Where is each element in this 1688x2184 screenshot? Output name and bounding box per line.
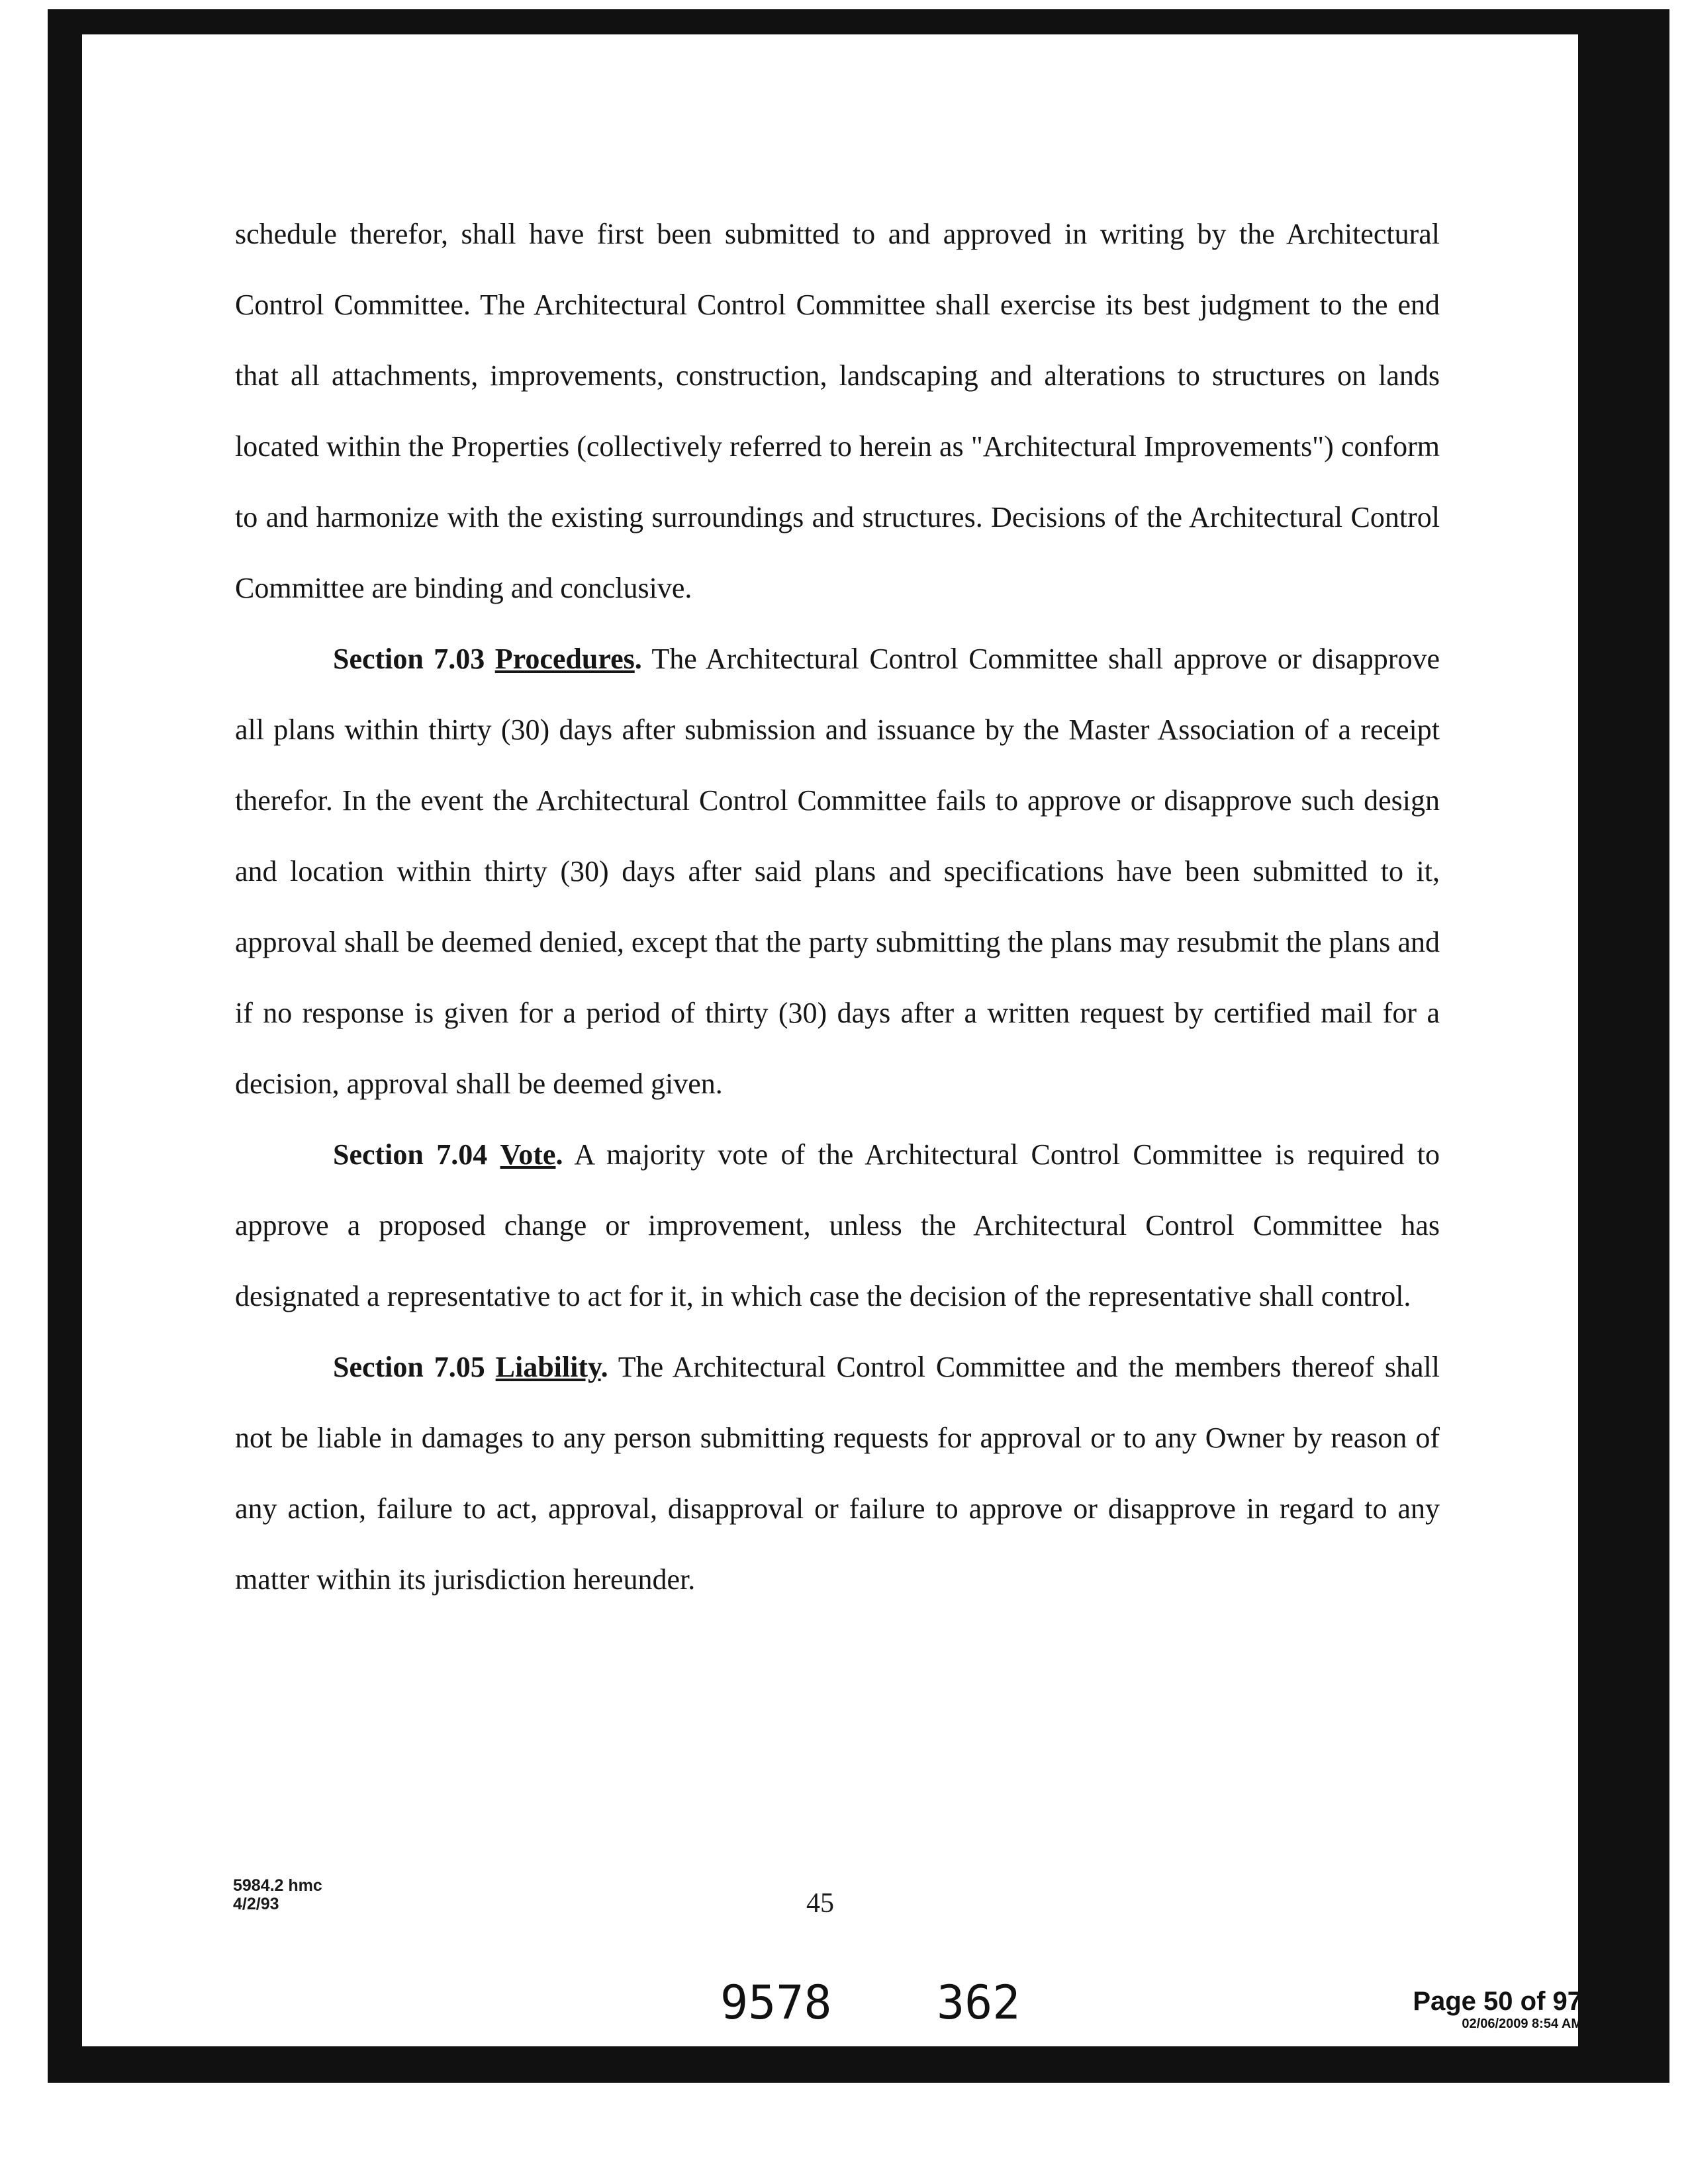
file-date: 4/2/93 [233, 1895, 279, 1913]
section-title: Liability [495, 1351, 601, 1383]
page-count-stamp [1304, 1987, 1582, 2032]
recording-book-number: 9578 [720, 1976, 832, 2030]
recording-page-number: 362 [937, 1976, 1021, 2030]
file-reference [233, 1876, 322, 1913]
section-7-03-paragraph: Section 7.03 Procedures. The Architectural Control Committee shall approve or disapprove all plans within thirty (30) days after submission and issuance by the Master Association of a receipt therefor. In the event the Architectural Control Committee fails to approve or disapprove such design and location within thirty (30) days after said plans and specifications have been submitted to it, approval shall be deemed denied, except that the party submitting the plans may resubmit the plans and if no response is given for a period of thirty (30) days after a written request by certified mail for a decision, approval shall be deemed given. [235, 643, 1440, 1100]
section-text: A majority vote of the Architectural Control Committee is required to approve a proposed change or improvement, unless the Architectural Control Committee has designated a representative to act for it, in which case the decision of the representative shall control. [235, 1138, 1440, 1312]
page-number: 45 [806, 1888, 834, 1919]
section-7-05-paragraph: Section 7.05 Liability. The Architectural Control Committee and the members thereof shall not be liable in damages to any person submitting requests for approval or to any Owner by reason of any action, failure to act, approval, disapproval or failure to approve or disapprove in regard to any matter within its jurisdiction hereunder. [235, 1351, 1440, 1596]
file-code: 5984.2 hmc [233, 1876, 322, 1895]
section-text: The Architectural Control Committee shall approve or disapprove all plans within thirty (30) days after submission and issuance by the Master Association of a receipt therefor. In the event the Architectural Control Committee fails to approve or disapprove such design and location within thirty (30) days after said plans and specifications have been submitted to it, approval shall be deemed denied, except that the party submitting the plans may resubmit the plans and if no response is given for a period of thirty (30) days after a written request by certified mail for a decision, approval shall be deemed given. [235, 643, 1440, 1100]
section-number: Section 7.05 [333, 1351, 485, 1383]
stamp-page-label: Page 50 of 97 [1413, 1987, 1582, 2016]
section-title: Vote [500, 1138, 556, 1171]
paragraph-text: schedule therefor, shall have first been submitted to and approved in writing by the Architectural Control Committee. The Architectural Control Committee shall exercise its best judgment to the end that all attachments, improvements, construction, landscaping and alterations to structures on lands located within the Properties (collectively referred to herein as "Architectural Improvements") conform to and harmonize with the existing surroundings and structures. Decisions of the Architectural Control Committee are binding and conclusive. [235, 218, 1440, 604]
stamp-datetime: 02/06/2009 8:54 AM [1462, 2017, 1582, 2031]
section-number: Section 7.03 [333, 643, 485, 675]
section-7-04-paragraph: Section 7.04 Vote. A majority vote of the Architectural Control Committee is required to approve a proposed change or improvement, unless the Architectural Control Committee has designated a representative to act for it, in which case the decision of the representative shall control. [235, 1138, 1440, 1312]
section-number: Section 7.04 [333, 1138, 488, 1171]
section-text: The Architectural Control Committee and the members thereof shall not be liable in damages to any person submitting requests for approval or to any Owner by reason of any action, failure to act, approval, disapproval or failure to approve or disapprove in regard to any matter within its jurisdiction hereunder. [235, 1351, 1440, 1596]
section-title: Procedures [494, 643, 635, 675]
document-body [235, 199, 1440, 1615]
paragraph-continuation [235, 199, 1440, 623]
